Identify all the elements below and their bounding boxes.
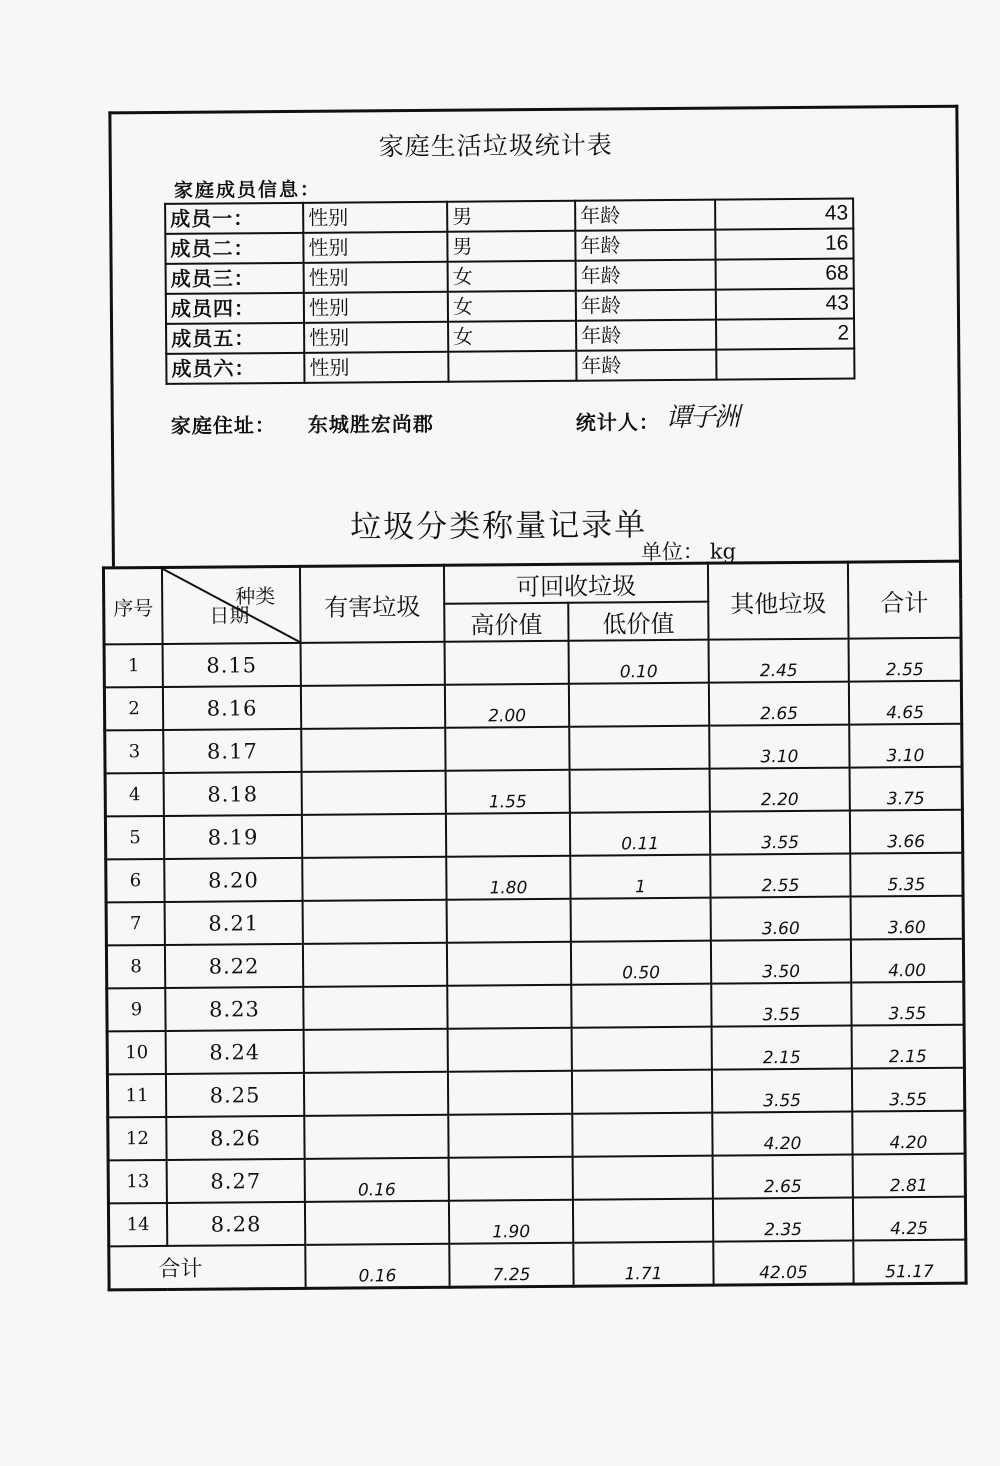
row-seq: 1: [104, 644, 163, 687]
record-row: [107, 1025, 964, 1075]
member-label: 成员三：: [166, 263, 304, 294]
unit-label: 单位：: [640, 539, 704, 565]
header-date: 日期: [209, 603, 250, 628]
member-gender: 女: [448, 321, 576, 352]
record-row: [108, 1197, 965, 1247]
row-date: 8.27: [167, 1159, 305, 1203]
row-total: 2.81: [853, 1154, 966, 1198]
header-recyclable: 可回收垃圾: [444, 563, 708, 604]
row-total: 2.15: [852, 1025, 965, 1069]
address-label: 家庭住址：: [170, 413, 276, 438]
row-total: 3.55: [851, 982, 964, 1026]
row-high-value: 1.90: [449, 1200, 573, 1244]
row-high-value: [448, 1114, 572, 1158]
header-type: 种类: [235, 584, 276, 609]
row-low-value: [573, 1199, 713, 1243]
row-total: 4.65: [849, 681, 962, 725]
member-gender-label: 性别: [304, 352, 448, 383]
row-hazardous: [303, 900, 447, 944]
row-other: 2.35: [713, 1198, 853, 1242]
header-hazardous: 有害垃圾: [300, 565, 445, 643]
member-label: 成员六：: [166, 353, 304, 384]
row-high-value: 1.55: [446, 770, 570, 814]
row-total: 3.75: [850, 767, 963, 811]
row-date: 8.20: [164, 858, 302, 902]
row-hazardous: [302, 814, 446, 858]
row-total: 4.20: [852, 1111, 965, 1155]
row-seq: 3: [105, 730, 164, 773]
row-other: 2.45: [709, 639, 849, 683]
header-seq: 序号: [103, 567, 162, 644]
row-low-value: 0.11: [570, 812, 710, 856]
member-age: 43: [716, 289, 854, 320]
row-high-value: [445, 727, 569, 771]
sum-hazardous: 0.16: [305, 1244, 449, 1289]
row-hazardous: [304, 1115, 448, 1159]
row-total: 3.10: [849, 724, 962, 768]
record-row: [105, 724, 962, 774]
member-gender: 男: [447, 201, 575, 232]
row-date: 8.24: [166, 1030, 304, 1074]
row-high-value: [447, 899, 571, 943]
row-hazardous: [301, 685, 445, 729]
row-total: 3.66: [850, 810, 963, 854]
row-hazardous: [302, 771, 446, 815]
row-low-value: 0.50: [571, 941, 711, 985]
sum-high-value: 7.25: [449, 1243, 573, 1287]
row-hazardous: 0.16: [305, 1158, 449, 1202]
row-high-value: [447, 942, 571, 986]
statistician-signature: 谭子洲: [665, 402, 738, 434]
records-table: [102, 560, 968, 1292]
row-other: 2.55: [710, 854, 850, 898]
record-row: [107, 1068, 964, 1118]
row-date: 8.23: [165, 987, 303, 1031]
row-low-value: 0.10: [569, 640, 709, 684]
header-other: 其他垃圾: [708, 562, 849, 640]
member-age: 2: [716, 319, 854, 350]
row-date: 8.19: [164, 815, 302, 859]
header-type-date: [162, 566, 301, 644]
record-row: [105, 767, 962, 817]
header-high-value: 高价值: [444, 603, 568, 642]
row-high-value: [448, 1028, 572, 1072]
row-other: 4.20: [712, 1112, 852, 1156]
member-age-label: 年龄: [576, 350, 716, 381]
row-date: 8.17: [163, 729, 301, 773]
member-age-label: 年龄: [576, 320, 716, 351]
row-other: 2.65: [709, 682, 849, 726]
row-hazardous: [305, 1201, 449, 1245]
row-other: 3.10: [709, 725, 849, 769]
row-hazardous: [303, 943, 447, 987]
row-other: 3.55: [711, 983, 851, 1027]
row-high-value: [447, 985, 571, 1029]
sum-low-value: 1.71: [573, 1242, 713, 1287]
row-hazardous: [301, 728, 445, 772]
header-low-value: 低价值: [568, 602, 708, 641]
sum-total: 51.17: [853, 1240, 966, 1284]
unit-value: kg: [709, 539, 737, 564]
row-hazardous: [304, 1072, 448, 1116]
row-seq: 13: [108, 1160, 167, 1203]
row-date: 8.18: [164, 772, 302, 816]
row-date: 8.26: [166, 1116, 304, 1160]
row-hazardous: [304, 1029, 448, 1073]
row-low-value: [569, 683, 709, 727]
record-row: [108, 1111, 965, 1161]
member-gender-label: 性别: [304, 262, 448, 293]
row-low-value: [571, 898, 711, 942]
row-other: 3.60: [711, 897, 851, 941]
member-gender: 女: [448, 291, 576, 322]
row-seq: 5: [105, 816, 164, 859]
member-gender-label: 性别: [303, 202, 447, 233]
row-total: 4.00: [851, 939, 964, 983]
row-seq: 12: [108, 1117, 167, 1160]
row-other: 3.55: [710, 811, 850, 855]
record-row: [105, 810, 962, 860]
member-gender-label: 性别: [303, 232, 447, 263]
row-total: 5.35: [850, 853, 963, 897]
row-total: 3.60: [851, 896, 964, 940]
row-date: 8.15: [163, 643, 301, 687]
row-seq: 2: [104, 687, 163, 730]
member-row: [166, 349, 854, 384]
record-row: [108, 1154, 965, 1204]
row-date: 8.22: [165, 944, 303, 988]
row-date: 8.25: [166, 1073, 304, 1117]
record-title: 垃圾分类称量记录单: [349, 507, 648, 546]
member-age-label: 年龄: [576, 290, 716, 321]
sum-label: 合计: [109, 1245, 306, 1290]
row-low-value: [572, 1070, 712, 1114]
row-low-value: [571, 984, 711, 1028]
row-low-value: [569, 726, 709, 770]
member-gender: 男: [447, 231, 575, 262]
row-other: 2.65: [713, 1155, 853, 1199]
row-low-value: [573, 1156, 713, 1200]
row-seq: 11: [107, 1074, 166, 1117]
member-gender-label: 性别: [304, 322, 448, 353]
member-age-label: 年龄: [575, 230, 715, 261]
row-date: 8.16: [163, 686, 301, 730]
row-low-value: [572, 1027, 712, 1071]
record-row: [106, 896, 963, 946]
member-age-label: 年龄: [576, 260, 716, 291]
row-seq: 4: [105, 773, 164, 816]
address-value: 东城胜宏尚郡: [307, 411, 434, 437]
row-low-value: 1: [570, 855, 710, 899]
header-total: 合计: [848, 561, 961, 638]
record-row: [104, 638, 961, 688]
row-total: 4.25: [853, 1197, 966, 1241]
row-hazardous: [301, 642, 445, 686]
row-other: 3.55: [712, 1069, 852, 1113]
record-row: [106, 939, 963, 989]
row-other: 3.50: [711, 940, 851, 984]
row-high-value: 2.00: [445, 684, 569, 728]
member-age: 43: [715, 199, 853, 230]
member-label: 成员五：: [166, 323, 304, 354]
row-total: 3.55: [852, 1068, 965, 1112]
row-seq: 6: [106, 859, 165, 902]
row-high-value: [449, 1157, 573, 1201]
member-gender: [448, 351, 576, 382]
record-row: [104, 681, 961, 731]
member-age: [716, 349, 854, 380]
member-label: 成员四：: [166, 293, 304, 324]
member-label: 成员一：: [165, 203, 303, 234]
member-age: 16: [715, 229, 853, 260]
statistician-label: 统计人：: [575, 410, 660, 435]
row-seq: 10: [107, 1031, 166, 1074]
row-low-value: [570, 769, 710, 813]
member-age: 68: [716, 259, 854, 290]
members-caption: 家庭成员信息：: [173, 178, 322, 202]
row-high-value: 1.80: [446, 856, 570, 900]
row-date: 8.21: [165, 901, 303, 945]
record-row: [107, 982, 964, 1032]
row-total: 2.55: [849, 638, 962, 682]
stats-title: 家庭生活垃圾统计表: [378, 130, 613, 162]
record-row: [106, 853, 963, 903]
member-gender-label: 性别: [304, 292, 448, 323]
row-date: 8.28: [167, 1202, 305, 1246]
members-table: [164, 198, 855, 385]
row-low-value: [572, 1113, 712, 1157]
row-seq: 14: [108, 1203, 167, 1246]
sum-row: [109, 1240, 966, 1290]
row-other: 2.20: [710, 768, 850, 812]
member-age-label: 年龄: [575, 200, 715, 231]
row-high-value: [448, 1071, 572, 1115]
row-hazardous: [303, 986, 447, 1030]
row-seq: 8: [106, 945, 165, 988]
member-gender: 女: [448, 261, 576, 292]
row-high-value: [446, 813, 570, 857]
row-hazardous: [302, 857, 446, 901]
row-high-value: [445, 641, 569, 685]
row-other: 2.15: [712, 1026, 852, 1070]
row-seq: 9: [107, 988, 166, 1031]
sum-other: 42.05: [713, 1241, 853, 1286]
row-seq: 7: [106, 902, 165, 945]
member-label: 成员二：: [165, 233, 303, 264]
